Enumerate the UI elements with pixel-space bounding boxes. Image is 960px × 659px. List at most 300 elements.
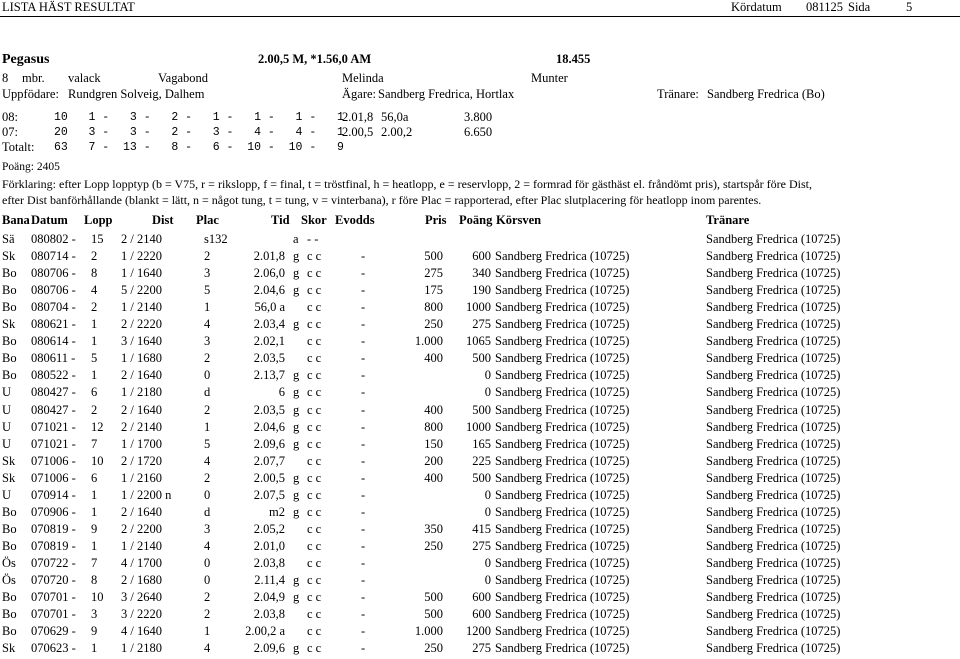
cell-bana: Bo — [2, 351, 17, 366]
cell-tid: 2.02,1 — [253, 334, 285, 349]
breeder-label: Uppfödare: — [2, 87, 59, 101]
cell-plac: 1 — [204, 624, 211, 639]
cell-lopp: 10 — [91, 590, 104, 605]
cell-poang: 600 — [472, 249, 491, 264]
cell-tid: 2.06,0 — [253, 266, 285, 281]
table-row — [0, 368, 960, 386]
cell-tid: 2.01,0 — [253, 538, 285, 553]
cell-datum: 071006 - — [31, 470, 76, 485]
cell-lopp: 10 — [91, 453, 104, 468]
cell-poang: 0 — [484, 573, 491, 587]
cell-tid: m2 — [269, 504, 285, 519]
cell-tid: 2.04,6 — [253, 419, 285, 434]
horse-age: 8 — [2, 71, 9, 85]
cell-korsven: Sandberg Fredrica (10725) — [495, 436, 630, 451]
cell-evodds: - — [361, 641, 366, 656]
cell-lopp: 1 — [91, 317, 98, 332]
cell-tranare: Sandberg Fredrica (10725) — [706, 317, 841, 332]
cell-evodds: - — [361, 624, 366, 639]
cell-korsven: Sandberg Fredrica (10725) — [495, 317, 630, 332]
cell-skor: c c — [307, 283, 322, 298]
cell-poang: 275 — [472, 317, 491, 332]
cell-tranare: Sandberg Fredrica (10725) — [706, 419, 841, 434]
cell-evodds: - — [361, 607, 366, 622]
cell-dist: 3 / 2220 — [121, 607, 162, 622]
cell-bana: U — [2, 436, 12, 451]
cell-tranare: Sandberg Fredrica (10725) — [706, 504, 841, 519]
cell-pris: 275 — [424, 266, 443, 281]
cell-korsven: Sandberg Fredrica (10725) — [495, 453, 630, 468]
cell-dist: 1 / 1640 — [121, 266, 162, 281]
table-row — [0, 385, 960, 403]
stats-money: 3.800 — [464, 110, 493, 124]
cell-dist: 5 / 2200 — [121, 283, 162, 298]
cell-evodds: - — [361, 368, 366, 383]
cell-pris: 500 — [424, 590, 443, 605]
cell-pris: 1.000 — [414, 334, 443, 349]
cell-bana: U — [2, 402, 12, 417]
cell-evodds: - — [361, 334, 366, 349]
cell-korsven: Sandberg Fredrica (10725) — [495, 555, 630, 570]
cell-poang: 0 — [484, 504, 491, 519]
cell-evodds: - — [361, 521, 366, 536]
cell-tid: 2.03,4 — [253, 317, 285, 332]
cell-bana: Sk — [2, 317, 16, 332]
table-row — [0, 437, 960, 455]
cell-plac: 4 — [204, 641, 211, 656]
cell-g: g — [293, 487, 300, 502]
cell-tranare: Sandberg Fredrica (10725) — [706, 334, 841, 349]
stats-record: 2.01,8 — [342, 110, 374, 124]
table-header — [0, 213, 960, 231]
cell-plac: 0 — [204, 368, 211, 383]
cell-plac: 5 — [204, 436, 211, 451]
cell-pris: 1.000 — [414, 624, 443, 639]
horse-gender: valack — [68, 71, 101, 85]
table-row — [0, 590, 960, 608]
cell-lopp: 2 — [91, 402, 98, 417]
table-row — [0, 522, 960, 540]
cell-tranare: Sandberg Fredrica (10725) — [706, 555, 841, 570]
cell-pris: 400 — [424, 470, 443, 485]
cell-poang: 415 — [472, 521, 491, 536]
cell-plac: 2 — [204, 351, 211, 366]
cell-evodds: - — [361, 351, 366, 366]
cell-tid: 2.00,2 a — [245, 624, 285, 639]
cell-tranare: Sandberg Fredrica (10725) — [706, 351, 841, 366]
cell-skor: c c — [307, 402, 322, 417]
cell-evodds: - — [361, 266, 366, 281]
cell-tranare: Sandberg Fredrica (10725) — [706, 402, 841, 417]
cell-skor: c c — [307, 573, 322, 587]
cell-dist: 2 / 1640 — [121, 368, 162, 383]
cell-datum: 080704 - — [31, 300, 76, 315]
col-poang: Poäng — [459, 213, 493, 227]
horse-earnings: 18.455 — [556, 52, 591, 66]
header-divider — [0, 16, 960, 17]
cell-poang: 500 — [472, 470, 491, 485]
date-label: Kördatum — [731, 0, 782, 14]
cell-skor: c c — [307, 351, 322, 366]
cell-plac: 2 — [204, 590, 211, 605]
cell-evodds: - — [361, 436, 366, 451]
cell-tranare: Sandberg Fredrica (10725) — [706, 470, 841, 485]
cell-dist: 2 / 2220 — [121, 317, 162, 332]
cell-plac: 4 — [204, 453, 211, 468]
table-row — [0, 403, 960, 421]
cell-dist: 3 / 2640 — [121, 590, 162, 605]
cell-datum: 080802 - — [31, 232, 76, 246]
cell-pris: 175 — [424, 283, 443, 298]
cell-g: g — [293, 385, 300, 400]
cell-dist: 2 / 2140 — [121, 232, 162, 246]
cell-tranare: Sandberg Fredrica (10725) — [706, 521, 841, 536]
cell-poang: 600 — [472, 590, 491, 605]
cell-korsven: Sandberg Fredrica (10725) — [495, 624, 630, 639]
horse-dam: Melinda — [342, 71, 384, 85]
stats-record-2: 56,0a — [381, 110, 409, 124]
cell-poang: 340 — [472, 266, 491, 281]
cell-poang: 275 — [472, 538, 491, 553]
cell-datum: 070819 - — [31, 538, 76, 553]
cell-lopp: 2 — [91, 249, 98, 264]
cell-dist: 1 / 2180 — [121, 641, 162, 656]
cell-tranare: Sandberg Fredrica (10725) — [706, 300, 841, 315]
cell-g: g — [293, 266, 300, 281]
cell-korsven: Sandberg Fredrica (10725) — [495, 470, 630, 485]
owner-label: Ägare: — [342, 87, 377, 101]
cell-tid: 2.00,5 — [253, 470, 285, 485]
stats-record: 2.00,5 — [342, 125, 374, 139]
cell-pris: 250 — [424, 641, 443, 656]
cell-evodds: - — [361, 249, 366, 264]
cell-skor: c c — [307, 624, 322, 639]
cell-evodds: - — [361, 317, 366, 332]
cell-evodds: - — [361, 283, 366, 298]
cell-lopp: 8 — [91, 266, 98, 281]
cell-skor: c c — [307, 266, 322, 281]
cell-bana: U — [2, 385, 12, 400]
cell-dist: 2 / 2140 — [121, 419, 162, 434]
cell-evodds: - — [361, 470, 366, 485]
cell-evodds: - — [361, 573, 366, 587]
cell-pris: 400 — [424, 402, 443, 417]
cell-datum: 071021 - — [31, 436, 76, 451]
cell-korsven: Sandberg Fredrica (10725) — [495, 573, 630, 587]
cell-bana: Bo — [2, 624, 17, 639]
cell-plac: 1 — [204, 300, 211, 315]
cell-dist: 1 / 2140 — [121, 300, 162, 315]
col-datum: Datum — [31, 213, 68, 227]
cell-tid: 2.09,6 — [253, 436, 285, 451]
cell-bana: Ös — [2, 573, 16, 587]
cell-datum: 070819 - — [31, 521, 76, 536]
cell-evodds: - — [361, 538, 366, 553]
cell-poang: 0 — [484, 385, 491, 400]
cell-pris: 150 — [424, 436, 443, 451]
cell-datum: 080614 - — [31, 334, 76, 349]
cell-lopp: 8 — [91, 573, 98, 587]
cell-lopp: 7 — [91, 436, 98, 451]
cell-lopp: 6 — [91, 470, 98, 485]
cell-tid: 2.13,7 — [253, 368, 285, 383]
owner-value: Sandberg Fredrica, Hortlax — [378, 87, 515, 101]
cell-datum: 080706 - — [31, 266, 76, 281]
cell-bana: Sk — [2, 641, 16, 656]
cell-skor: c c — [307, 317, 322, 332]
cell-g: a — [293, 232, 299, 246]
table-row — [0, 420, 960, 438]
table-row — [0, 607, 960, 625]
cell-bana: Bo — [2, 521, 17, 536]
cell-datum: 080427 - — [31, 385, 76, 400]
col-dist: Dist — [152, 213, 174, 227]
cell-lopp: 3 — [91, 607, 98, 622]
cell-skor: c c — [307, 641, 322, 656]
points: Poäng: 2405 — [2, 161, 60, 173]
cell-tranare: Sandberg Fredrica (10725) — [706, 283, 841, 298]
cell-pris: 250 — [424, 317, 443, 332]
cell-tranare: Sandberg Fredrica (10725) — [706, 453, 841, 468]
table-row — [0, 232, 960, 250]
cell-tid: 2.04,9 — [253, 590, 285, 605]
table-row — [0, 249, 960, 267]
cell-evodds: - — [361, 419, 366, 434]
cell-poang: 0 — [484, 368, 491, 383]
cell-tranare: Sandberg Fredrica (10725) — [706, 232, 841, 246]
cell-korsven: Sandberg Fredrica (10725) — [495, 538, 630, 553]
cell-datum: 070914 - — [31, 487, 76, 502]
cell-evodds: - — [361, 590, 366, 605]
cell-korsven: Sandberg Fredrica (10725) — [495, 504, 630, 519]
cell-korsven: Sandberg Fredrica (10725) — [495, 641, 630, 656]
stats-values: 63 7 - 13 - 8 - 6 - 10 - 10 - 9 — [54, 141, 344, 154]
cell-g: g — [293, 402, 300, 417]
cell-plac: 4 — [204, 317, 211, 332]
cell-datum: 070906 - — [31, 504, 76, 519]
cell-bana: Sk — [2, 249, 16, 264]
cell-tid: 2.03,8 — [253, 607, 285, 622]
cell-g: g — [293, 436, 300, 451]
horse-name: Pegasus — [2, 52, 50, 67]
table-row — [0, 351, 960, 369]
cell-evodds: - — [361, 504, 366, 519]
cell-tid: 2.01,8 — [253, 249, 285, 264]
cell-poang: 165 — [472, 436, 491, 451]
cell-lopp: 1 — [91, 641, 98, 656]
cell-lopp: 15 — [91, 232, 104, 246]
cell-lopp: 1 — [91, 538, 98, 553]
cell-dist: 1 / 2180 — [121, 385, 162, 400]
cell-lopp: 1 — [91, 504, 98, 519]
cell-korsven: Sandberg Fredrica (10725) — [495, 487, 630, 502]
cell-poang: 225 — [472, 453, 491, 468]
cell-tid: 2.07,7 — [253, 453, 285, 468]
cell-poang: 1000 — [466, 419, 491, 434]
cell-dist: 4 / 1640 — [121, 624, 162, 639]
cell-skor: c c — [307, 590, 322, 605]
table-row — [0, 573, 960, 591]
col-tid: Tid — [271, 213, 290, 227]
cell-evodds: - — [361, 487, 366, 502]
cell-lopp: 1 — [91, 487, 98, 502]
cell-datum: 070623 - — [31, 641, 76, 656]
cell-dist: 2 / 1680 — [121, 573, 162, 587]
explanation-line-2: efter Dist banförhållande (blankt = lätt, n = något tung, t = tung, v = vinterbana), r före Plac = rapporterad, efter Plac slutplacering för heatlopp inom parentes. — [2, 193, 762, 207]
cell-tranare: Sandberg Fredrica (10725) — [706, 368, 841, 383]
cell-bana: Bo — [2, 266, 17, 281]
cell-dist: 1 / 1700 — [121, 436, 162, 451]
cell-tid: 2.11,4 — [254, 573, 285, 587]
cell-pris: 500 — [424, 607, 443, 622]
col-evodds: Evodds — [335, 213, 375, 227]
cell-bana: U — [2, 419, 12, 434]
cell-korsven: Sandberg Fredrica (10725) — [495, 351, 630, 366]
cell-skor: c c — [307, 385, 322, 400]
cell-tranare: Sandberg Fredrica (10725) — [706, 607, 841, 622]
trainer-value: Sandberg Fredrica (Bo) — [707, 87, 825, 101]
col-plac: Plac — [196, 213, 219, 227]
cell-dist: 2 / 1640 — [121, 402, 162, 417]
cell-pris: 500 — [424, 249, 443, 264]
cell-korsven: Sandberg Fredrica (10725) — [495, 266, 630, 281]
cell-skor: c c — [307, 521, 322, 536]
cell-lopp: 7 — [91, 555, 98, 570]
cell-bana: Ös — [2, 555, 16, 570]
cell-pris: 400 — [424, 351, 443, 366]
cell-bana: Bo — [2, 590, 17, 605]
cell-lopp: 6 — [91, 385, 98, 400]
cell-plac: 5 — [204, 283, 211, 298]
cell-plac: 3 — [204, 266, 211, 281]
cell-lopp: 2 — [91, 300, 98, 315]
cell-plac: 4 — [204, 538, 211, 553]
table-row — [0, 505, 960, 523]
cell-datum: 071006 - — [31, 453, 76, 468]
cell-g: g — [293, 419, 300, 434]
cell-skor: c c — [307, 436, 322, 451]
cell-g: g — [293, 249, 300, 264]
cell-pris: 250 — [424, 538, 443, 553]
report-title: LISTA HÄST RESULTAT — [2, 0, 135, 14]
cell-datum: 080706 - — [31, 283, 76, 298]
page-number: 5 — [906, 0, 913, 14]
cell-lopp: 12 — [91, 419, 104, 434]
cell-plac: 0 — [204, 555, 211, 570]
cell-skor: c c — [307, 300, 322, 315]
cell-tid: 2.09,6 — [253, 641, 285, 656]
cell-korsven: Sandberg Fredrica (10725) — [495, 419, 630, 434]
cell-g: g — [293, 283, 300, 298]
cell-skor: c c — [307, 555, 322, 570]
cell-g: g — [293, 573, 300, 587]
cell-plac: 2 — [204, 470, 211, 485]
cell-plac: 3 — [204, 334, 211, 349]
cell-bana: Bo — [2, 607, 17, 622]
cell-plac: 1 — [204, 419, 211, 434]
table-row — [0, 539, 960, 557]
cell-skor: c c — [307, 607, 322, 622]
cell-tid: 2.03,5 — [253, 402, 285, 417]
page-label: Sida — [848, 0, 871, 14]
cell-bana: Sä — [2, 232, 15, 246]
table-row — [0, 283, 960, 301]
date-value: 081125 — [806, 0, 844, 14]
cell-g: g — [293, 368, 300, 383]
cell-dist: 1 / 2160 — [121, 470, 162, 485]
cell-dist: 1 / 1680 — [121, 351, 162, 366]
horse-gender-label: mbr. — [22, 71, 45, 85]
cell-lopp: 9 — [91, 624, 98, 639]
cell-datum: 080522 - — [31, 368, 76, 383]
cell-skor: c c — [307, 487, 322, 502]
cell-dist: 3 / 1640 — [121, 334, 162, 349]
table-row — [0, 317, 960, 335]
cell-skor: c c — [307, 249, 322, 264]
cell-tid: 2.04,6 — [253, 283, 285, 298]
cell-plac: 2 — [204, 607, 211, 622]
cell-dist: 2 / 1640 — [121, 504, 162, 519]
cell-bana: Bo — [2, 504, 17, 519]
cell-poang: 275 — [472, 641, 491, 656]
cell-lopp: 5 — [91, 351, 98, 366]
cell-tid: 6 — [278, 385, 285, 400]
cell-tid: 56,0 a — [254, 300, 285, 315]
cell-lopp: 4 — [91, 283, 98, 298]
cell-lopp: 9 — [91, 521, 98, 536]
cell-datum: 080621 - — [31, 317, 76, 332]
cell-plac: 0 — [204, 487, 211, 502]
table-row — [0, 556, 960, 574]
cell-dist: 1 / 2200 n — [121, 487, 172, 502]
explanation-line-1: Förklaring: efter Lopp lopptyp (b = V75, r = rikslopp, f = final, t = tröstfinal, h = heatlopp, e = reservlopp, 2 = formrad för gästhäst el. fråndömt pris), startspår före Dist, — [2, 177, 812, 191]
cell-poang: 0 — [484, 487, 491, 502]
cell-dist: 2 / 2200 — [121, 521, 162, 536]
cell-poang: 600 — [472, 607, 491, 622]
table-row — [0, 266, 960, 284]
cell-datum: 070701 - — [31, 607, 76, 622]
stats-values: 10 1 - 3 - 2 - 1 - 1 - 1 - 1 — [54, 111, 344, 124]
table-row — [0, 624, 960, 642]
stats-label: 08: — [2, 110, 18, 124]
cell-skor: c c — [307, 504, 322, 519]
cell-plac: 2 — [204, 402, 211, 417]
cell-poang: 1065 — [466, 334, 491, 349]
cell-korsven: Sandberg Fredrica (10725) — [495, 590, 630, 605]
cell-poang: 190 — [472, 283, 491, 298]
cell-skor: - - — [307, 232, 319, 246]
cell-tranare: Sandberg Fredrica (10725) — [706, 487, 841, 502]
cell-plac: 3 — [204, 521, 211, 536]
cell-korsven: Sandberg Fredrica (10725) — [495, 385, 630, 400]
cell-datum: 070720 - — [31, 573, 76, 587]
cell-poang: 0 — [484, 555, 491, 570]
cell-tid: 2.07,5 — [253, 487, 285, 502]
cell-dist: 1 / 2220 — [121, 249, 162, 264]
cell-skor: c c — [307, 453, 322, 468]
cell-korsven: Sandberg Fredrica (10725) — [495, 607, 630, 622]
cell-korsven: Sandberg Fredrica (10725) — [495, 249, 630, 264]
cell-bana: Sk — [2, 453, 16, 468]
cell-bana: Bo — [2, 283, 17, 298]
cell-plac: s132 — [204, 232, 228, 246]
stats-values: 20 3 - 3 - 2 - 3 - 4 - 4 - 1 — [54, 126, 344, 139]
cell-bana: Bo — [2, 368, 17, 383]
cell-tid: 2.03,8 — [253, 555, 285, 570]
cell-korsven: Sandberg Fredrica (10725) — [495, 368, 630, 383]
stats-label: 07: — [2, 125, 18, 139]
cell-skor: c c — [307, 368, 322, 383]
